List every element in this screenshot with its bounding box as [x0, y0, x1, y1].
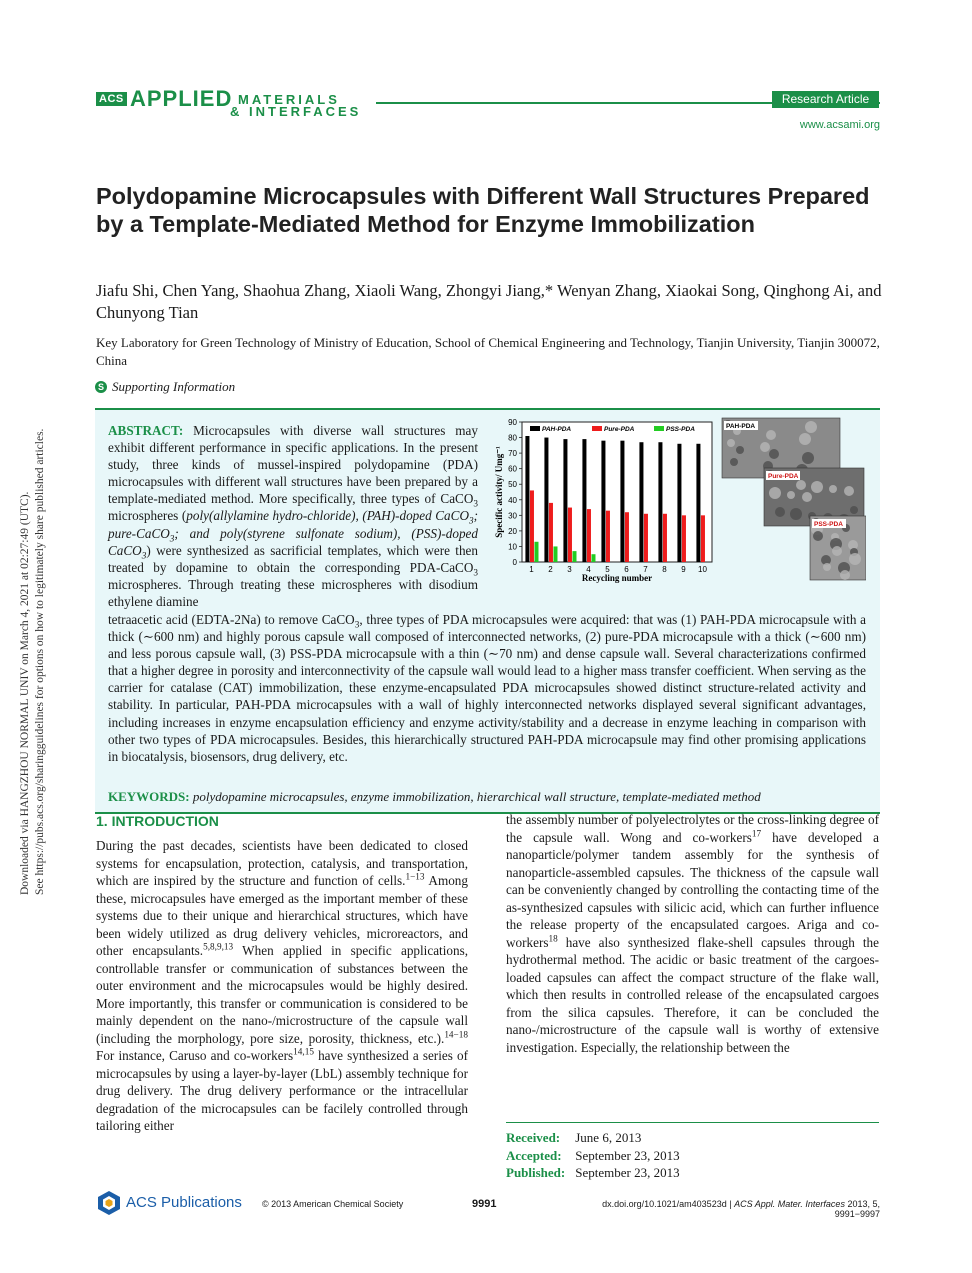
sem-particle	[790, 508, 802, 520]
watermark-line-1: Downloaded via HANGZHOU NORMAL UNIV on March 4, 2021 at 02:27:49 (UTC).	[19, 491, 31, 895]
sem-particle	[760, 442, 770, 452]
bar-pah-pda-6	[620, 441, 624, 562]
doi-link[interactable]: dx.doi.org/10.1021/am403523d	[602, 1199, 727, 1209]
x-tick-label: 2	[548, 565, 553, 574]
sem-particle	[796, 480, 806, 490]
sem-particle	[813, 531, 823, 541]
sem-particle	[829, 485, 837, 493]
bar-pss-pda-3	[572, 551, 576, 562]
date-published: Published: September 23, 2013	[506, 1165, 680, 1180]
sem-particle	[802, 452, 814, 464]
sem-particle	[849, 553, 861, 565]
author-list: Jiafu Shi, Chen Yang, Shaohua Zhang, Xiaoli Wang, Zhongyi Jiang,* Wenyan Zhang, Xiaokai Song, Qinghong Ai, and Chunyong Tian	[96, 281, 882, 322]
bar-pure-pda-1	[530, 490, 534, 562]
supporting-info-link[interactable]	[97, 379, 236, 395]
logo-acs: ACS	[96, 92, 127, 106]
sem-particle	[844, 486, 854, 496]
bar-pure-pda-9	[682, 515, 686, 562]
publisher-name: ACS Publications	[126, 1194, 242, 1211]
legend-swatch	[592, 426, 602, 431]
logo-materials: MATERIALS	[238, 92, 340, 107]
bar-pah-pda-8	[658, 442, 662, 562]
sem-particle	[730, 458, 738, 466]
bar-pah-pda-7	[639, 442, 643, 562]
sem-particle	[766, 430, 776, 440]
sem-panel-label: Pure-PDA	[768, 473, 799, 480]
y-tick-label: 50	[508, 480, 517, 490]
keywords	[108, 788, 866, 805]
y-tick-label: 20	[508, 526, 517, 536]
section-heading-introduction: 1. INTRODUCTION	[96, 813, 219, 829]
y-tick-label: 60	[508, 464, 517, 474]
bar-pah-pda-4	[582, 439, 586, 562]
intro-text-right-column: the assembly number of polyelectrolytes or the cross-linking degree of the capsule wall. Wong and co-workers$^{17}$ have developed a nanoparticle/polymer tandem assembly for the synthesis of nanoparticle-assembled capsules. The thickness of the capsule wall can be conveniently changed by controlling the contacting time of the as-synthesized capsules with silicic acid, which can further influence the release property of the encapsulated cargoes. Ariga and co-workers$^{18}$ have also synthesized flake-shell capsules through the hydrothermal method. The acidic or basic treatment of the cargoes-loaded capsules can affect the compact structure of the flake wall, which then results in controlled release of the encapsulated cargoes from the silica capsules. Therefore, it can be concluded the nano-/microstructure of the capsule wall is worthy of extensive investigation. Especially, the relationship between the	[506, 812, 879, 1055]
sem-panel-label: PAH-PDA	[726, 423, 756, 430]
journal-url-link[interactable]: www.acsami.org	[799, 119, 880, 131]
sem-particle	[787, 491, 795, 499]
y-tick-label: 10	[508, 542, 517, 552]
y-tick-label: 70	[508, 449, 517, 459]
page-number: 9991	[472, 1198, 497, 1210]
logo-applied: APPLIED	[130, 86, 233, 111]
volume-pages: 2013, 5, 9991−9997	[834, 1199, 880, 1219]
acs-publications-logo	[96, 1190, 256, 1220]
y-tick-label: 40	[508, 495, 517, 505]
sem-particle	[832, 546, 842, 556]
bar-pure-pda-3	[568, 508, 572, 562]
legend-swatch	[654, 426, 664, 431]
legend-label: PAH-PDA	[542, 426, 572, 433]
date-received: Received: June 6, 2013	[506, 1130, 642, 1145]
publication-dates	[506, 1122, 879, 1182]
bar-pah-pda-5	[601, 441, 605, 562]
sem-particle	[823, 563, 831, 571]
bar-pah-pda-1	[525, 436, 529, 562]
acs-hexagon-icon	[96, 1190, 122, 1216]
y-tick-label: 0	[512, 558, 517, 567]
sem-particle	[850, 506, 858, 514]
legend-label: PSS-PDA	[666, 426, 695, 433]
activity-bar-chart	[494, 418, 712, 583]
abstract-label: ABSTRACT:	[108, 423, 184, 438]
keywords-text: polydopamine microcapsules, enzyme immobilization, hierarchical wall structure, template-mediated method	[192, 789, 761, 804]
article-title: Polydopamine Microcapsules with Different Wall Structures Prepared by a Template-Mediated Method for Enzyme Immobilization	[96, 183, 870, 237]
chart-legend	[530, 426, 695, 433]
date-accepted: Accepted: September 23, 2013	[506, 1147, 680, 1163]
sem-particle	[805, 421, 817, 433]
bar-pure-pda-10	[701, 515, 705, 562]
x-axis-title: Recycling number	[581, 573, 653, 583]
x-tick-label: 1	[529, 565, 534, 574]
x-tick-label: 4	[586, 565, 591, 574]
sem-particle	[811, 481, 823, 493]
bar-pss-pda-1	[534, 542, 538, 562]
bar-pure-pda-2	[549, 503, 553, 562]
supporting-info-icon: S	[95, 381, 107, 393]
bar-pure-pda-5	[606, 511, 610, 562]
sem-particle	[775, 507, 785, 517]
bar-pah-pda-9	[677, 444, 681, 562]
download-watermark	[18, 429, 47, 895]
abstract-text-upper: ABSTRACT: Microcapsules with diverse wall structures may exhibit different performance in specific applications. In the present study, three kinds of mussel-inspired polydopamine (PDA) microcapsules with different wall structures have been prepared by a template-mediated method. More specifically, three types of CaCO$_3$ microspheres (poly(allylamine hydro-chloride), (PAH)-doped CaCO$_3$; pure-CaCO$_3$; and poly(styrene sulfonate sodium), (PSS)-doped CaCO$_3$) were synthesized as sacrificial templates, which were then treated by dopamine to obtain the corresponding PDA-CaCO$_3$ microspheres. Through treating these microspheres with disodium ethylene diamine	[108, 423, 478, 609]
bar-pure-pda-6	[625, 512, 629, 562]
y-tick-label: 30	[508, 511, 517, 521]
legend-swatch	[530, 426, 540, 431]
bar-pure-pda-4	[587, 509, 591, 562]
x-tick-label: 5	[605, 565, 610, 574]
x-tick-label: 9	[681, 565, 686, 574]
bar-pss-pda-4	[591, 554, 595, 562]
watermark-line-2: See https://pubs.acs.org/sharingguidelines for options on how to legitimately share published articles.	[33, 428, 46, 895]
sem-panel-label: PSS-PDA	[814, 521, 843, 528]
x-tick-label: 10	[698, 565, 707, 574]
bar-pah-pda-3	[563, 439, 567, 562]
copyright: © 2013 American Chemical Society	[262, 1199, 404, 1209]
abstract-text-lower: tetraacetic acid (EDTA-2Na) to remove CaCO$_3$, three types of PDA microcapsules were acquired: that was (1) PAH-PDA microcapsule with a thick (∼600 nm) and highly porous capsule wall composed of interconnected networks, (2) pure-PDA microcapsule with a thick (∼600 nm) and less porous capsule wall, (3) PSS-PDA microcapsule with a thin (∼70 nm) and dense capsule wall. Several characterizations confirmed that a higher degree in porosity and interconnectivity of the capsule wall would lead to a higher mass transfer coefficient. When serving as the carrier for catalase (CAT) immobilization, these enzyme-encapsulated PDA microcapsules showed distinct structure-related activity and stability. In particular, PAH-PDA microcapsules with a wall of highly interconnected networks displayed several significant advantages, including increases in enzyme encapsulation efficiency and enzyme activity/stability and a decrease in enzyme leaching in comparison with other two types of PDA microcapsules. Besides, this hierarchically structured PAH-PDA microcapsule may find other promising applications in biocatalysis, biosensors, drug delivery, etc.	[108, 612, 866, 764]
y-tick-label: 90	[508, 418, 517, 427]
x-tick-label: 7	[643, 565, 648, 574]
sem-particle	[840, 570, 850, 580]
toc-graphic	[494, 416, 866, 586]
y-axis-title: Specific activity/ Umg⁻¹	[494, 446, 504, 538]
citation-line: dx.doi.org/10.1021/am403523d | ACS Appl. Mater. Interfaces 2013, 5, 9991−9997	[602, 1199, 880, 1219]
sem-particle	[736, 446, 744, 454]
bar-pure-pda-7	[644, 514, 648, 562]
sem-particle	[802, 492, 812, 502]
logo-interfaces: & INTERFACES	[230, 104, 362, 119]
article-type-badge: Research Article	[772, 91, 879, 108]
journal-abbrev: ACS Appl. Mater. Interfaces	[734, 1199, 845, 1209]
y-tick-label: 80	[508, 433, 517, 443]
sem-particle	[727, 439, 735, 447]
sem-particle	[769, 449, 779, 459]
x-tick-label: 6	[624, 565, 629, 574]
bar-pah-pda-2	[544, 438, 548, 562]
bar-pure-pda-8	[663, 514, 667, 562]
sem-image-panels	[722, 418, 866, 580]
bar-pss-pda-2	[553, 546, 557, 562]
legend-label: Pure-PDA	[604, 426, 635, 433]
x-tick-label: 8	[662, 565, 667, 574]
bar-pah-pda-10	[696, 444, 700, 562]
supporting-info-label: Supporting Information	[112, 379, 236, 394]
intro-text-left-column: During the past decades, scientists have been dedicated to closed systems for encapsulation, protection, catalysis, and transportation, which are inspired by the structure and function of cells.$^{1-13}$ Among these, microcapsules have emerged as the important member of these systems due to their unique and hierarchical structures, which have been widely utilized as drug delivery vehicles, microreactors, and other encapsulants.$^{5,8,9,13}$ When applied in specific applications, controllable transfer or communication of substances between the outer environment and the microcapsules would be highly desired. More importantly, this transfer or communication is considered to be mainly dependent on the nano-/microstructure of the capsule wall (including the morphology, pore size, porosity, thickness, etc.).$^{14-18}$ For instance, Caruso and co-workers$^{14,15}$ have synthesized a series of microcapsules by using a layer-by-layer (LbL) assembly technique for drug delivery. The drug delivery performance or the intracellular degradation of the microcapsules can be facilely controlled through tailoring either	[96, 838, 468, 1133]
sem-particle	[769, 487, 781, 499]
affiliation: Key Laboratory for Green Technology of Ministry of Education, School of Chemical Engineering and Technology, Tianjin University, Tianjin 300072, China	[96, 335, 880, 368]
x-tick-label: 3	[567, 565, 572, 574]
keywords-label: KEYWORDS:	[108, 789, 190, 804]
journal-logo	[96, 88, 376, 124]
sem-particle	[799, 433, 811, 445]
